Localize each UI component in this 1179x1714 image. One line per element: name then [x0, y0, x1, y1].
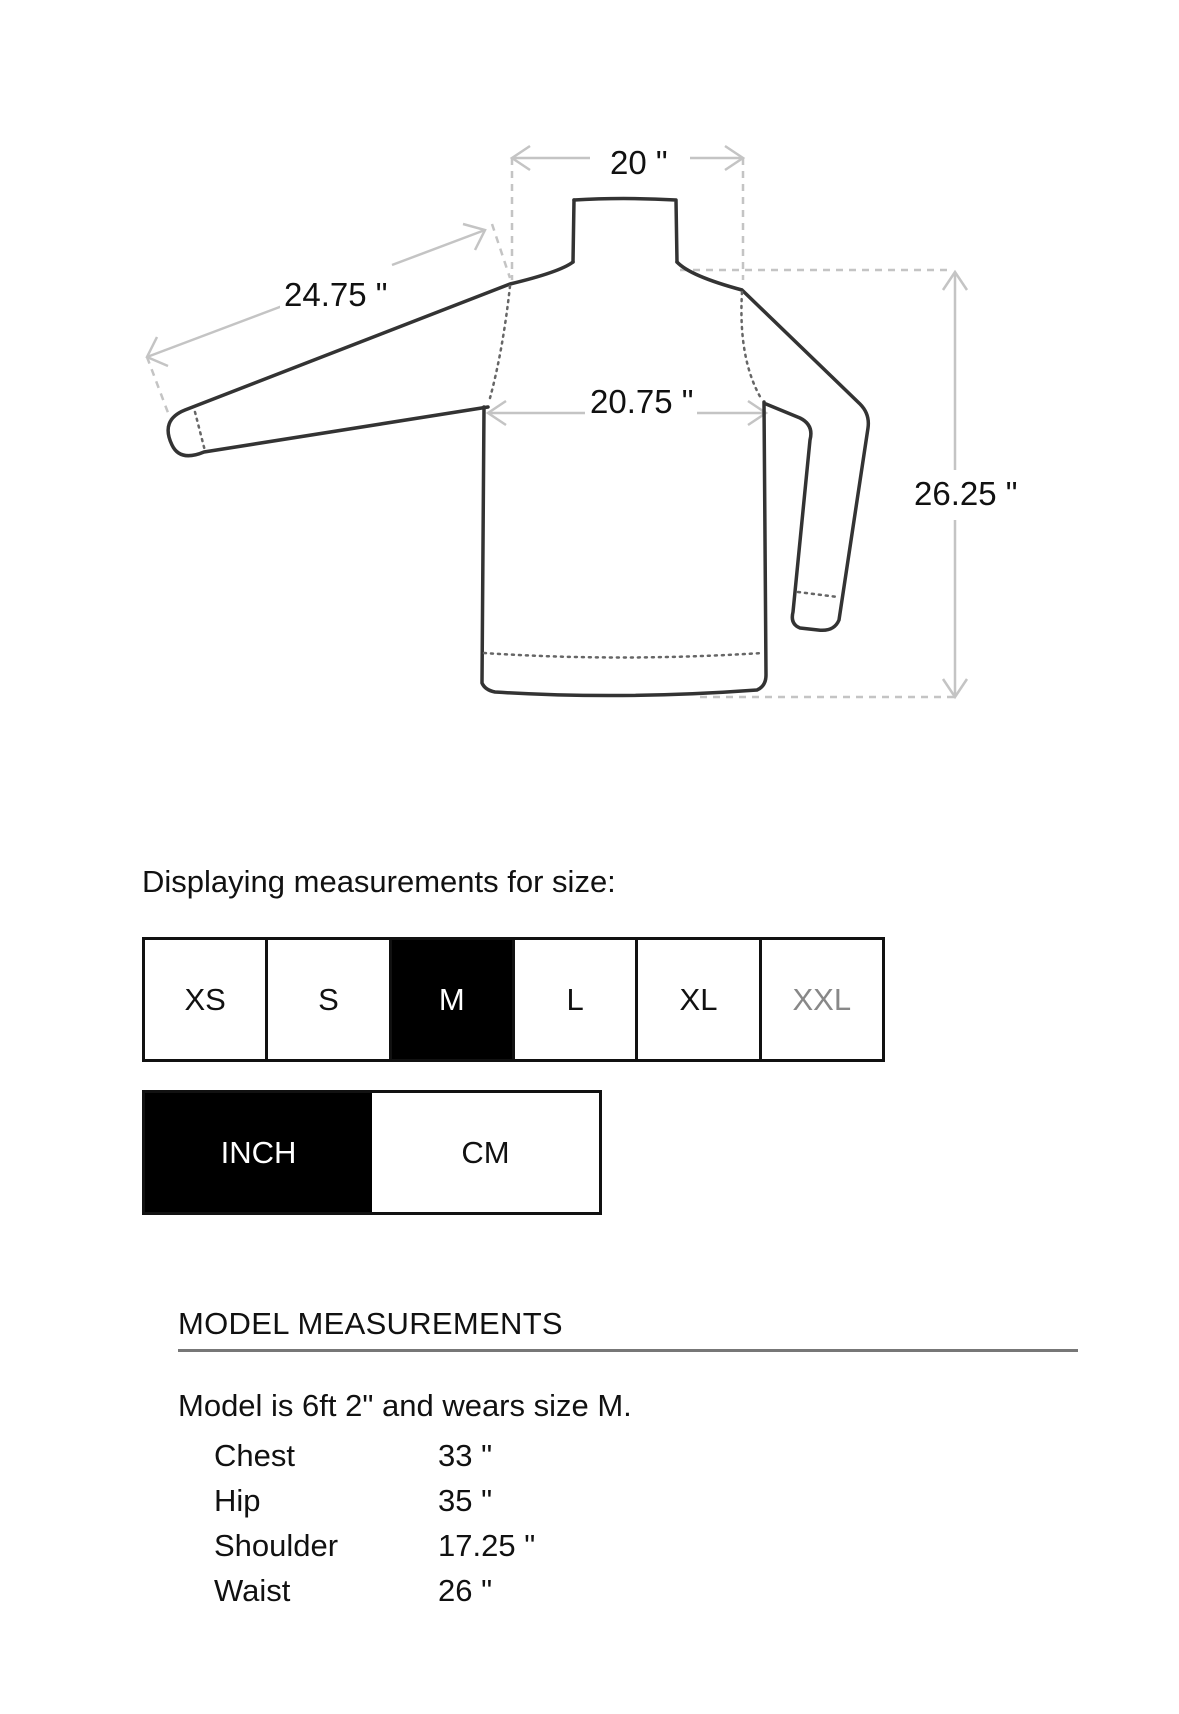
model-measurements-title: MODEL MEASUREMENTS — [178, 1308, 1078, 1352]
garment-diagram — [0, 0, 1179, 760]
model-measurements-table — [214, 1433, 1078, 1613]
sweater-outline — [168, 199, 868, 696]
seam-lines — [195, 286, 838, 658]
model-row-key: Waist — [214, 1572, 291, 1608]
model-row-key: Shoulder — [214, 1527, 339, 1563]
unit-toggle — [142, 1090, 602, 1215]
size-button-m[interactable]: M — [392, 940, 515, 1059]
unit-button-inch[interactable]: INCH — [145, 1093, 372, 1212]
sweater-outline-drawing — [0, 0, 1179, 760]
sleeve-length-label: 24.75 " — [280, 278, 391, 311]
model-summary-text: Model is 6ft 2" and wears size M. — [178, 1388, 632, 1423]
model-row-waist — [214, 1568, 1078, 1613]
size-button-xxl[interactable]: XXL — [762, 940, 882, 1059]
neck-width-label: 20 " — [606, 146, 672, 179]
chest-width-label: 20.75 " — [586, 385, 697, 418]
model-row-value: 33 " — [438, 1437, 493, 1473]
model-row-key: Hip — [214, 1482, 261, 1518]
size-selector — [142, 937, 885, 1062]
unit-button-cm[interactable]: CM — [372, 1093, 599, 1212]
size-button-xl[interactable]: XL — [638, 940, 761, 1059]
model-row-shoulder — [214, 1523, 1078, 1568]
guide-lines — [147, 158, 955, 697]
model-row-hip — [214, 1478, 1078, 1523]
model-measurements-section — [178, 1308, 1078, 1613]
model-row-key: Chest — [214, 1437, 295, 1473]
size-button-s[interactable]: S — [268, 940, 391, 1059]
model-row-chest — [214, 1433, 1078, 1478]
model-row-value: 35 " — [438, 1482, 493, 1518]
size-prompt-text: Displaying measurements for size: — [142, 864, 616, 899]
model-row-value: 26 " — [438, 1572, 493, 1608]
dimension-arrows — [147, 146, 967, 697]
size-button-l[interactable]: L — [515, 940, 638, 1059]
model-row-value: 17.25 " — [438, 1527, 536, 1563]
body-length-label: 26.25 " — [910, 477, 1021, 510]
size-button-xs[interactable]: XS — [145, 940, 268, 1059]
